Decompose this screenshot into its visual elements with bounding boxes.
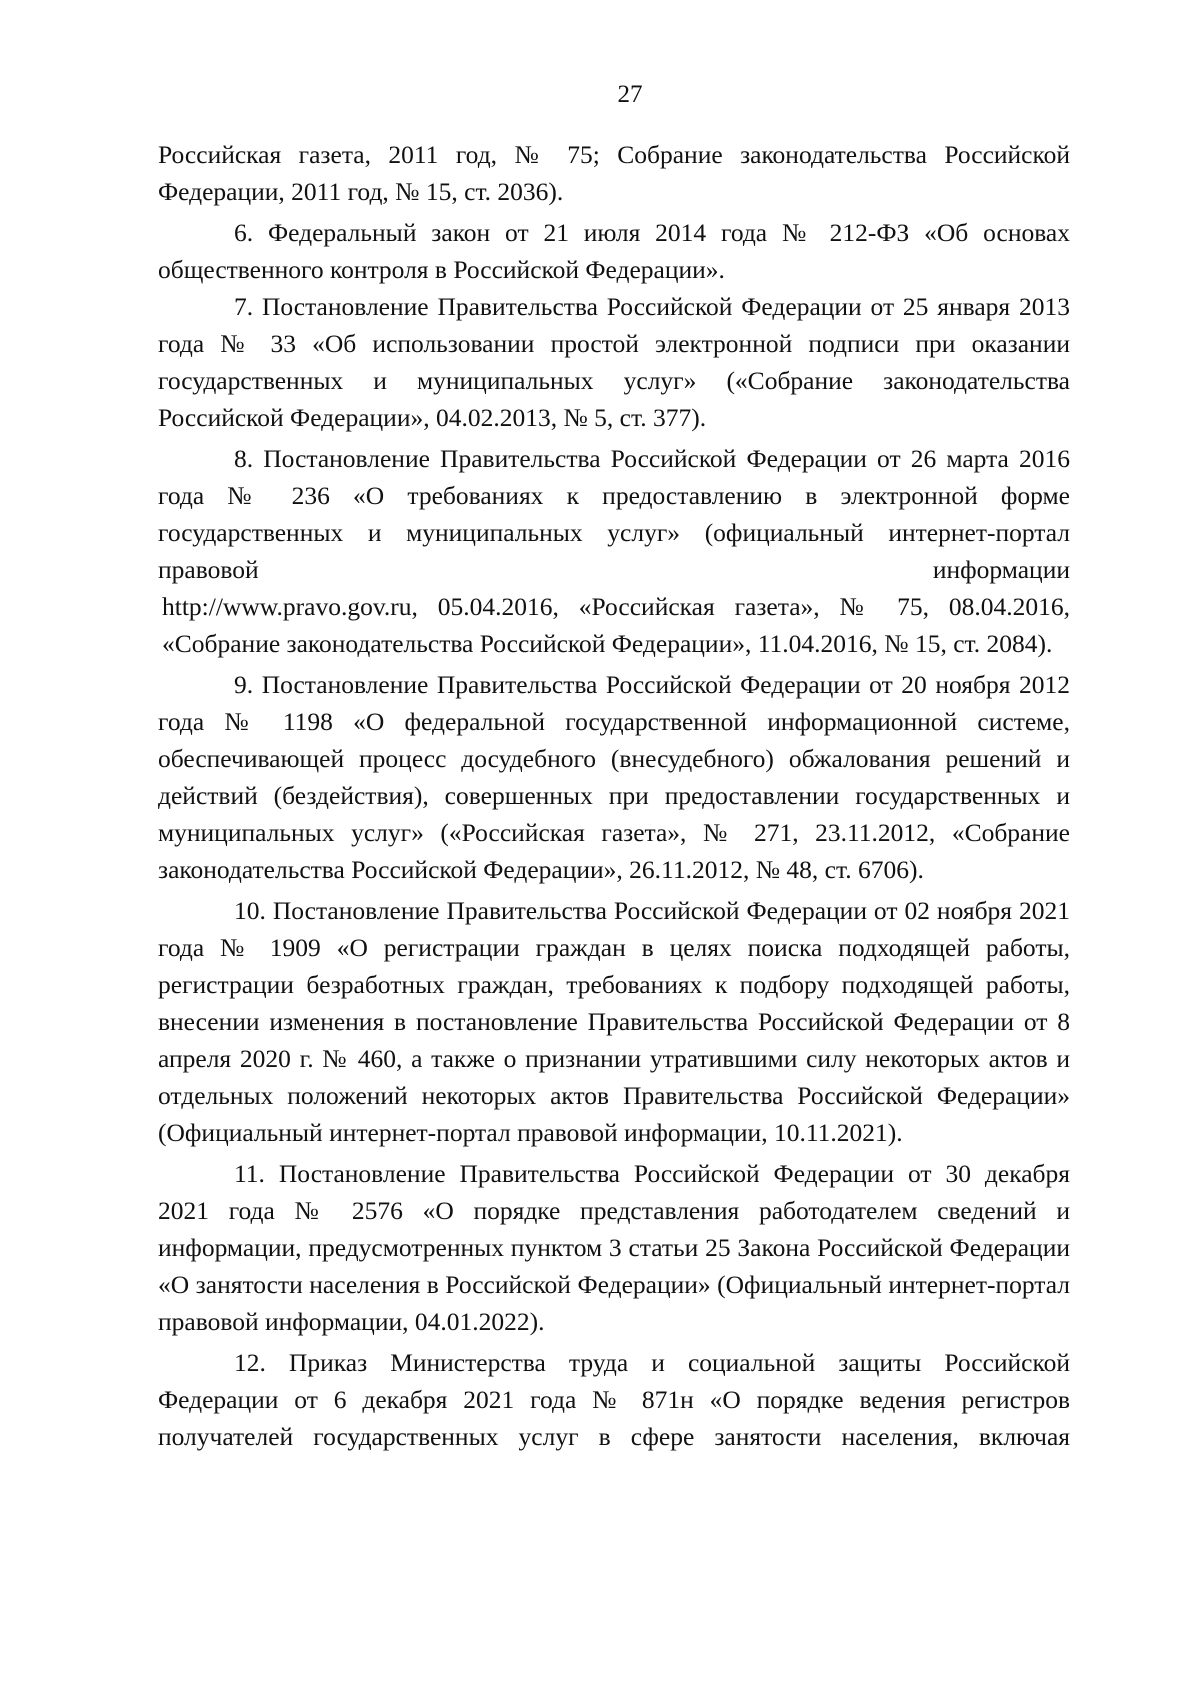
paragraph-continuation: Российская газета, 2011 год, № 75; Собрание законодательства Российской Федерации, 2011 год, № 15, ст. 2036). [158, 140, 1070, 206]
paragraph-item-9: 9. Постановление Правительства Российской Федерации от 20 ноября 2012 года № 1198 «О федеральной государственной информационной системе, обеспечивающей процесс досудебного (внесудебного) обжалования решений и действий (бездействия), совершенных при предоставлении государственных и муниципальных услуг» («Российская газета», № 271, 23.11.2012, «Собрание законодательства Российской Федерации», 26.11.2012, № 48, ст. 6706). [158, 670, 1070, 884]
paragraph-item-7: 7. Постановление Правительства Российской Федерации от 25 января 2013 года № 33 «Об использовании простой электронной подписи при оказании государственных и муниципальных услуг» («Собрание законодательства Российской Федерации», 04.02.2013, № 5, ст. 377). [158, 292, 1070, 432]
paragraph-item-6: 6. Федеральный закон от 21 июля 2014 года № 212-ФЗ «Об основах общественного контроля в Российской Федерации». [158, 218, 1070, 284]
page-number: 27 [617, 81, 643, 108]
paragraph-item-12: 12. Приказ Министерства труда и социальной защиты Российской Федерации от 6 декабря 2021 года № 871н «О порядке ведения регистров получателей государственных услуг в сфере занятости населения, включая [158, 1348, 1070, 1451]
paragraph-item-8-continuation: http://www.pravo.gov.ru, 05.04.2016, «Российская газета», № 75, 08.04.2016, «Собрание законодательства Российской Федерации», 11.04.2016, № 15, ст. 2084). [162, 592, 1070, 658]
paragraph-item-11: 11. Постановление Правительства Российской Федерации от 30 декабря 2021 года № 2576 «О порядке представления работодателем сведений и информации, предусмотренных пунктом 3 статьи 25 Закона Российской Федерации «О занятости населения в Российской Федерации» (Официальный интернет-портал правовой информации, 04.01.2022). [158, 1159, 1070, 1336]
document-body [158, 136, 1070, 1455]
paragraph-item-8: 8. Постановление Правительства Российской Федерации от 26 марта 2016 года № 236 «О требованиях к предоставлению в электронной форме государственных и муниципальных услуг» (официальный интернет-портал правовой информации [158, 444, 1070, 584]
paragraph-item-10: 10. Постановление Правительства Российской Федерации от 02 ноября 2021 года № 1909 «О регистрации граждан в целях поиска подходящей работы, регистрации безработных граждан, требованиях к подбору подходящей работы, внесении изменения в постановление Правительства Российской Федерации от 8 апреля 2020 г. № 460, а также о признании утратившими силу некоторых актов и отдельных положений некоторых актов Правительства Российской Федерации» (Официальный интернет-портал правовой информации, 10.11.2021). [158, 896, 1070, 1147]
